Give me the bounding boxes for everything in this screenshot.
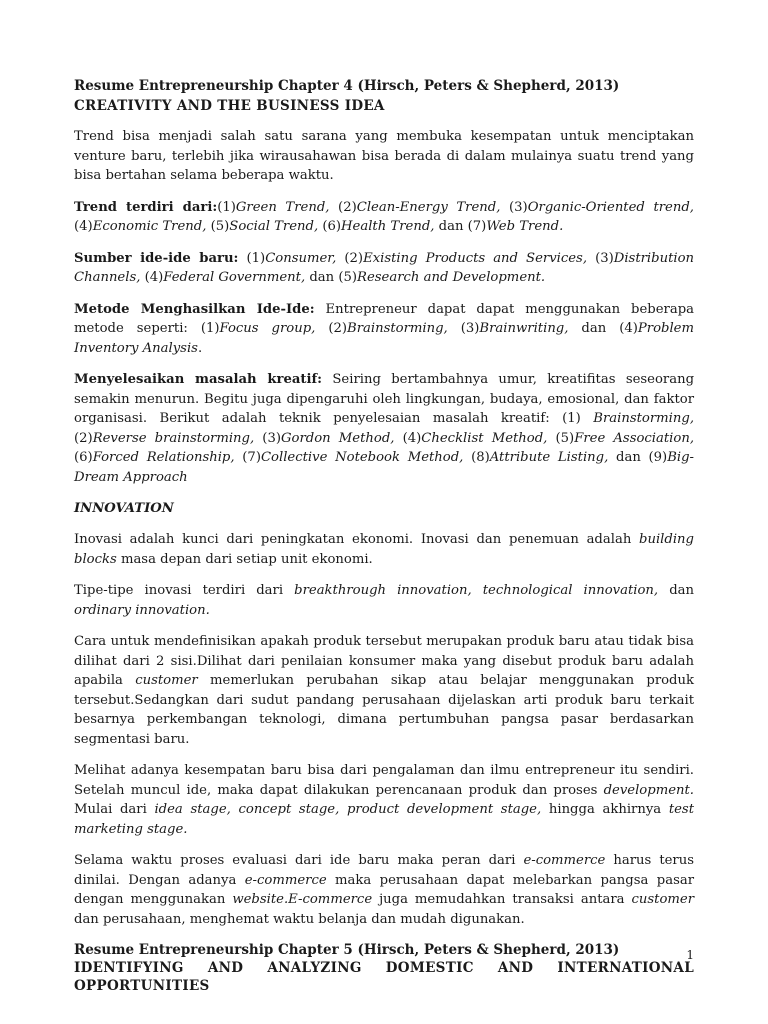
trend-paragraph: Trend terdiri dari:(1)Green Trend, (2)Clean-Energy Trend, (3)Organic-Oriented trend, (4)Economic Trend, (5)Social Trend, (6)Health Trend, dan (7)Web Trend. [74,199,694,234]
chapter5-subtitle-line2: OPPORTUNITIES [74,978,210,994]
page-number: 1 [686,948,694,962]
metode-paragraph: Metode Menghasilkan Ide-Ide: Entrepreneur dapat dapat menggunakan beberapa metode seperti: (1)Focus group, (2)Brainstorming, (3)Brainwriting, dan (4)Problem Inventory Analysis. [74,301,694,356]
masalah-label: Menyelesaikan masalah kreatif: [74,372,323,387]
metode-label: Metode Menghasilkan Ide-Ide: [74,301,315,317]
selama-paragraph: Selama waktu proses evaluasi dari ide baru maka peran dari e-commerce harus terus dinilai. Dengan adanya e-commerce maka perusahaan dapat melebarkan pangsa pasar dengan menggunakan website.E-commerce juga memudahkan transaksi antara customer dan perusahaan, menghemat waktu belanja dan mudah digunakan. [74,853,694,927]
document-body [74,77,694,995]
sumber-paragraph: Sumber ide-ide baru: (1)Consumer, (2)Existing Products and Services, (3)Distribution Channels, (4)Federal Government, dan (5)Research and Development. [74,250,695,285]
melihat-paragraph: Melihat adanya kesempatan baru bisa dari pengalaman dan ilmu entrepreneur itu sendiri. Setelah muncul ide, maka dapat dilakukan perencanaan produk dan proses development. Mulai dari idea stage, concept stage, product development stage, hingga akhirnya test marketing stage. [74,763,694,837]
cara-paragraph: Cara untuk mendefinisikan apakah produk tersebut merupakan produk baru atau tidak bisa dilihat dari 2 sisi.Dilihat dari penilaian konsumer maka yang disebut produk baru adalah apabila customer memerlukan perubahan sikap atau belajar menggunakan produk tersebut.Sedangkan dari sudut pandang perusahaan dijelaskan arti produk baru terkait besarnya perkembangan teknologi, dimana pertumbuhan pangsa pasar berdasarkan segmentasi baru. [74,634,694,747]
trend-label: Trend terdiri dari: [74,199,218,215]
intro-paragraph: Trend bisa menjadi salah satu sarana yang membuka kesempatan untuk menciptakan venture baru, terlebih jika wirausahawan bisa berada di dalam mulainya suatu trend yang bisa bertahan selama beberapa waktu. [74,129,694,183]
inovasi-paragraph: Inovasi adalah kunci dari peningkatan ekonomi. Inovasi dan penemuan adalah building blocks masa depan dari setiap unit ekonomi. [74,532,694,567]
tipe-paragraph: Tipe-tipe inovasi terdiri dari breakthrough innovation, technological innovation, dan ordinary innovation. [74,583,694,618]
sumber-label: Sumber ide-ide baru: [74,250,239,266]
masalah-paragraph: Menyelesaikan masalah kreatif: Seiring bertambahnya umur, kreatifitas seseorang semakin menurun. Begitu juga dipengaruhi oleh lingkungan, budaya, emosional, dan faktor organisasi. Berikut adalah teknik penyelesaian masalah kreatif: (1) Brainstorming, (2)Reverse brainstorming, (3)Gordon Method, (4)Checklist Method, (5)Free Association, (6)Forced Relationship, (7)Collective Notebook Method, (8)Attribute Listing, dan (9)Big-Dream Approach [74,372,695,485]
chapter5-title: Resume Entrepreneurship Chapter 5 (Hirsch, Peters & Shepherd, 2013) [74,942,620,958]
chapter4-subtitle: CREATIVITY AND THE BUSINESS IDEA [74,98,385,114]
chapter5-subtitle-line1: IDENTIFYING AND ANALYZING DOMESTIC AND INTERNATIONAL [74,960,694,976]
innovation-heading: INNOVATION [74,501,174,516]
chapter4-title: Resume Entrepreneurship Chapter 4 (Hirsch, Peters & Shepherd, 2013) [74,78,620,94]
